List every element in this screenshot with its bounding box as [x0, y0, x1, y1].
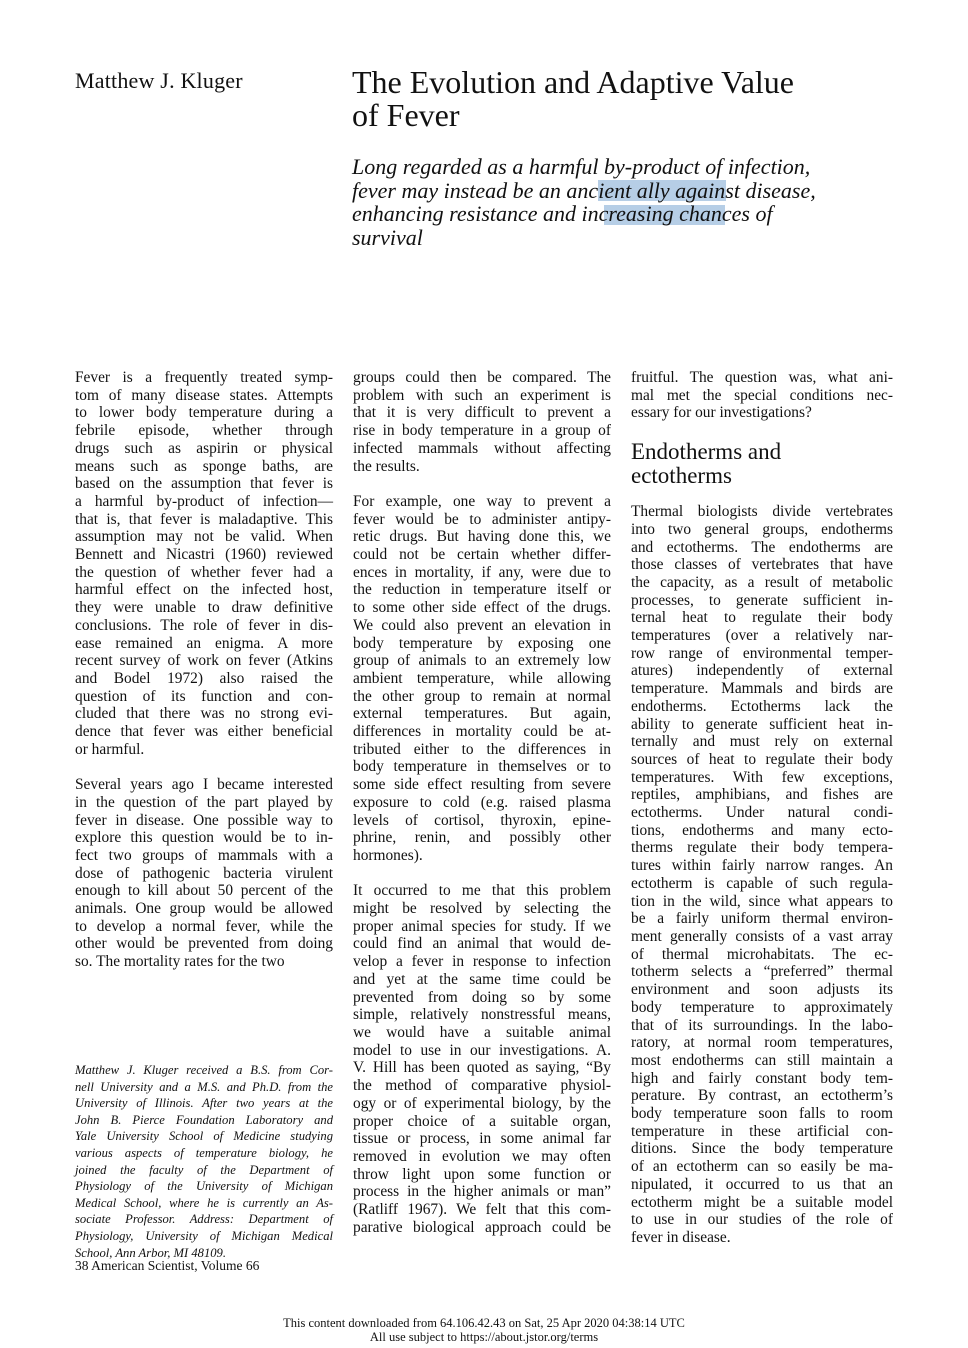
text-line: high and fairly constant body tem-	[631, 1069, 893, 1087]
text-line: ectotherm might be a suitable model	[631, 1193, 893, 1211]
text-line: temperature in these artificial con-	[631, 1122, 893, 1140]
text-line: to use in our studies of the role of	[631, 1211, 893, 1229]
column-3-intro	[631, 369, 893, 422]
text-line: tures within fairly narrow ranges. An	[631, 857, 893, 875]
text-line: Physiology, University of Michigan Medical	[75, 1228, 333, 1243]
text-line: based on the assumption that fever is	[75, 475, 333, 493]
text-line: sources of heat to regulate their body	[631, 750, 893, 768]
text-line: ences in mortality, if any, were due to	[353, 563, 611, 581]
text-line: be a fairly uniform thermal environ-	[631, 910, 893, 928]
text-line: essary for our investigations?	[631, 404, 812, 422]
text-line: ternal heat to regulate their body	[631, 609, 893, 627]
text-line: tion in the wild, since what appears to	[631, 892, 893, 910]
text-line: (Ratliff 1967). We felt that this com-	[353, 1201, 611, 1219]
subtitle-line: survival	[352, 224, 423, 250]
text-line: ectotherm is capable of such regula-	[631, 874, 893, 892]
text-line: or harmful.	[75, 740, 145, 758]
text-line: and Bodel 1972) also raised the	[75, 669, 333, 687]
text-line: Medical School, where he is currently an As-	[75, 1195, 333, 1210]
text-line: ditions. Since the body temperature	[631, 1140, 893, 1158]
text-line: the capacity, as a result of metabolic	[631, 573, 893, 591]
text-line: nell University and a M.S. and Ph.D. from the	[75, 1079, 333, 1094]
paragraph-gap	[75, 758, 333, 776]
text-line: could not be certain whether differ-	[353, 546, 611, 564]
footer-download-line: This content downloaded from 64.106.42.43 on Sat, 25 Apr 2020 04:38:14 UTC	[283, 1316, 685, 1330]
text-line: we would have a suitable animal	[353, 1023, 611, 1041]
text-line: ectotherms. Under natural condi-	[631, 804, 893, 822]
text-line: Several years ago I became interested	[75, 776, 333, 794]
text-line: groups could then be compared. The	[353, 369, 611, 386]
text-line: enough to kill about 50 percent of the	[75, 882, 333, 900]
text-line: the other group to remain at normal	[353, 687, 611, 705]
text-line: that is, that fever is maladaptive. This	[75, 510, 333, 528]
text-line: that it is very difficult to prevent a	[353, 404, 611, 422]
paragraph-gap	[353, 475, 611, 493]
text-line: and yet at the same time could be	[353, 970, 611, 988]
text-line: the reduction in temperature itself or	[353, 581, 611, 599]
text-line: temperatures (over a relatively nar-	[631, 627, 893, 645]
text-line: infected mammals without affecting	[353, 439, 611, 457]
text-line: cluded that there was no strong evi-	[75, 705, 333, 723]
text-line: endotherms. Ectotherms lack the	[631, 697, 893, 715]
text-line: harmful effect on the infected host,	[75, 581, 333, 599]
paragraph-gap	[353, 865, 611, 883]
text-line: tom of many disease states. Attempts	[75, 386, 333, 404]
text-line: so. The mortality rates for the two	[75, 953, 285, 971]
text-line: School, Ann Arbor, MI 48109.	[75, 1245, 227, 1260]
body-column-2	[353, 369, 611, 1236]
text-line: simple, relatively nonstressful means,	[353, 1006, 611, 1024]
text-line: process in the higher animals or man”	[353, 1183, 611, 1201]
text-line: velop a fever in response to infection	[353, 953, 611, 971]
text-line: animals. One group would be allowed	[75, 900, 333, 918]
text-line: recent survey of work on fever (Atkins	[75, 652, 333, 670]
text-line: tissue or process, in some animal far	[353, 1130, 611, 1148]
text-line: and ectotherms. The endotherms are	[631, 538, 893, 556]
section-heading	[631, 440, 893, 487]
text-line: question of its function and con-	[75, 687, 333, 705]
text-line: dence that fever was either beneficial	[75, 723, 333, 741]
text-line: rise in body temperature in a group of	[353, 422, 611, 440]
text-line: Physiology of the University of Michigan	[75, 1179, 333, 1194]
text-line: might be resolved by selecting the	[353, 900, 611, 918]
text-line: dose of pathogenic bacteria virulent	[75, 864, 333, 882]
text-line: nipulated, it occurred to us that an	[631, 1175, 893, 1193]
text-line: atures) independently of external	[631, 662, 893, 680]
text-line: parative biological approach could be	[353, 1218, 611, 1236]
text-line: that of its surroundings. In the labo-	[631, 1016, 893, 1034]
text-line: fect two groups of mammals with a	[75, 846, 333, 864]
text-line: to develop a normal fever, while the	[75, 917, 333, 935]
text-line: ogy or of experimental biology, by the	[353, 1094, 611, 1112]
text-line: most endotherms can still maintain a	[631, 1051, 893, 1069]
text-line: of an ectotherm can so easily be ma-	[631, 1158, 893, 1176]
text-line: could find an animal that would de-	[353, 935, 611, 953]
text-line: perature. By contrast, an ectotherm’s	[631, 1087, 893, 1105]
text-line: ability to generate sufficient heat in-	[631, 715, 893, 733]
text-line: therms regulate their body tempera-	[631, 839, 893, 857]
text-line: Matthew J. Kluger received a B.S. from Cor-	[75, 1063, 333, 1077]
text-line: group of animals to an extremely low	[353, 652, 611, 670]
text-line: temperature. Mammals and birds are	[631, 680, 893, 698]
text-line: those classes of vertebrates that have	[631, 556, 893, 574]
text-line: levels of cortisol, thyroxin, epine-	[353, 811, 611, 829]
author-bio	[75, 1062, 333, 1261]
text-line: reptiles, amphibians, and fishes are	[631, 786, 893, 804]
subtitle-line: fever may instead be an ancient ally against disease,	[352, 177, 816, 203]
text-line: removed in evolution we may often	[353, 1147, 611, 1165]
text-line: ratory, at normal room temperatures,	[631, 1034, 893, 1052]
text-line: Yale University School of Medicine studying	[75, 1129, 333, 1144]
text-line: Bennett and Nicastri (1960) reviewed	[75, 546, 333, 564]
text-line: fever in disease.	[631, 1228, 731, 1246]
text-line: row range of environmental temper-	[631, 644, 893, 662]
column-3-body	[631, 503, 893, 1247]
text-line: of thermal microhabitats. The ec-	[631, 945, 893, 963]
text-line: University of Illinois. After two years at the	[75, 1096, 333, 1111]
text-line: ease remained an enigma. A more	[75, 634, 333, 652]
text-line: hormones).	[353, 846, 423, 864]
text-line: to lower body temperature during a	[75, 404, 333, 422]
text-line: We could also prevent an elevation in	[353, 616, 611, 634]
text-line: prevented from doing so by some	[353, 988, 611, 1006]
text-line: the method of comparative physiol-	[353, 1077, 611, 1095]
text-line: to some other side effect of the drugs.	[353, 599, 611, 617]
text-line: model to use in our investigations. A.	[353, 1041, 611, 1059]
text-line: problem with such an experiment is	[353, 386, 611, 404]
text-line: phrine, renin, and possibly other	[353, 829, 611, 847]
section-heading-line: ectotherms	[631, 462, 732, 488]
text-line: ternally and must rely on external	[631, 733, 893, 751]
text-line: drugs such as aspirin or physical	[75, 439, 333, 457]
body-column-1	[75, 369, 333, 971]
section-heading-line: Endotherms and	[631, 439, 782, 465]
text-line: means such as sponge baths, are	[75, 457, 333, 475]
text-line: they were unable to draw definitive	[75, 599, 333, 617]
text-line: It occurred to me that this problem	[353, 882, 611, 900]
title-line: of Fever	[352, 97, 460, 133]
text-line: Thermal biologists divide vertebrates	[631, 503, 893, 521]
text-line: differences in mortality could be at-	[353, 723, 611, 741]
text-line: body temperature to approximately	[631, 998, 893, 1016]
article-subtitle	[352, 155, 912, 249]
text-line: sociate Professor. Address: Department of	[75, 1212, 333, 1227]
text-line: assumption may not be valid. When	[75, 528, 333, 546]
text-line: in the question of the part played by	[75, 793, 333, 811]
text-line: body temperature in themselves or to	[353, 758, 611, 776]
text-line: retic drugs. But having done this, we	[353, 528, 611, 546]
text-line: ment generally consists of a vast array	[631, 927, 893, 945]
text-line: throw light upon some function or	[353, 1165, 611, 1183]
page-folio: 38 American Scientist, Volume 66	[75, 1258, 260, 1273]
text-line: fever would be to administer antipy-	[353, 510, 611, 528]
subtitle-line: Long regarded as a harmful by-product of infection,	[352, 154, 811, 179]
text-line: For example, one way to prevent a	[353, 492, 611, 510]
jstor-footer	[0, 1316, 968, 1344]
text-line: mal met the special conditions nec-	[631, 386, 893, 404]
text-line: explore this question would be to in-	[75, 829, 333, 847]
text-line: temperatures. With few exceptions,	[631, 768, 893, 786]
text-line: conclusions. The role of fever in dis-	[75, 616, 333, 634]
text-line: V. Hill has been quoted as saying, “By	[353, 1059, 611, 1077]
text-line: tions, endotherms and many ecto-	[631, 821, 893, 839]
text-line: other would be prevented from doing	[75, 935, 333, 953]
body-column-3	[631, 369, 893, 1247]
author-name: Matthew J. Kluger	[75, 68, 243, 93]
text-line: some side effect resulting from severe	[353, 776, 611, 794]
subtitle-line: enhancing resistance and increasing chances of	[352, 201, 773, 226]
title-line: The Evolution and Adaptive Value	[352, 64, 794, 100]
text-line: various aspects of temperature biology, he	[75, 1145, 333, 1160]
text-line: body temperature soon falls to room	[631, 1105, 893, 1123]
text-line: Fever is a frequently treated symp-	[75, 369, 333, 386]
article-title	[352, 66, 912, 132]
text-line: fever in disease. One possible way to	[75, 811, 333, 829]
text-line: fruitful. The question was, what ani-	[631, 369, 893, 386]
footer-terms-line: All use subject to https://about.jstor.org/terms	[369, 1330, 599, 1344]
text-line: tributed either to the differences in	[353, 740, 611, 758]
text-line: the question of whether fever had a	[75, 563, 333, 581]
text-line: febrile episode, whether through	[75, 422, 333, 440]
text-line: exposure to cold (e.g. raised plasma	[353, 793, 611, 811]
text-line: a harmful by-product of infection—	[75, 492, 333, 510]
text-line: ambient temperature, while allowing	[353, 669, 611, 687]
text-line: external temperatures. But again,	[353, 705, 611, 723]
text-line: totherm selects a “preferred” thermal	[631, 963, 893, 981]
text-line: body temperature by exposing one	[353, 634, 611, 652]
text-line: John B. Pierce Foundation Laboratory and	[75, 1112, 333, 1127]
text-line: proper animal species for study. If we	[353, 917, 611, 935]
text-line: proper choice of a suitable organ,	[353, 1112, 611, 1130]
text-line: environment and soon adjusts its	[631, 981, 893, 999]
text-line: joined the faculty of the Department of	[75, 1162, 333, 1177]
text-line: processes, to generate sufficient in-	[631, 591, 893, 609]
text-line: the results.	[353, 457, 420, 475]
text-line: into two general groups, endotherms	[631, 520, 893, 538]
